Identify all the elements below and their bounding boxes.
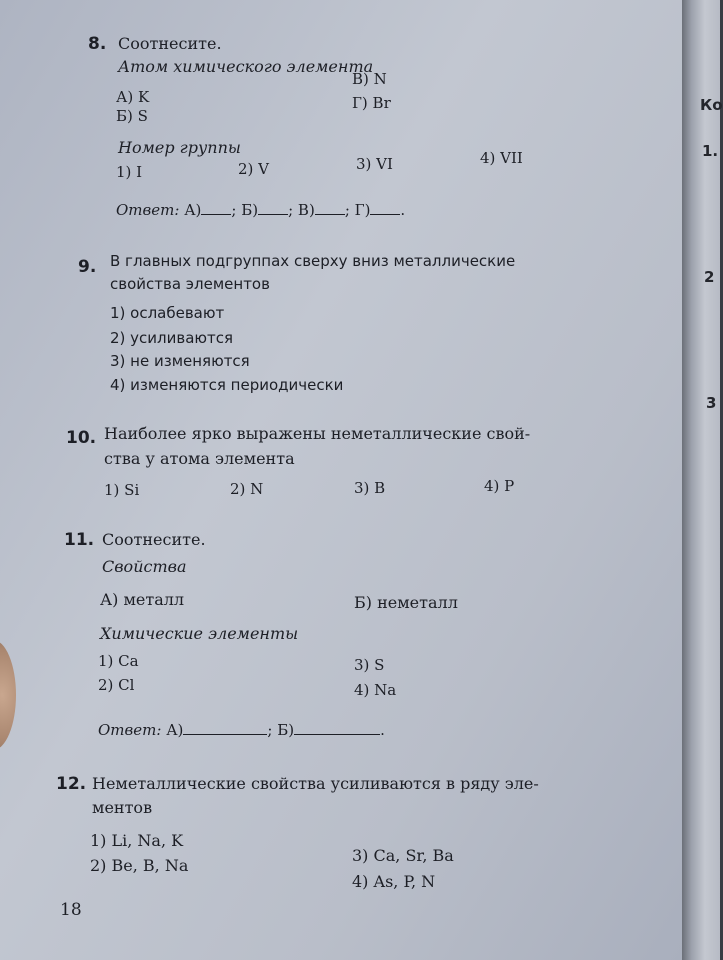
q9-text-line2: свойства элементов (110, 275, 270, 293)
q9-option-4: 4) изменяются периодически (110, 376, 344, 394)
q8-option-a: А) K (116, 88, 150, 106)
q11-number: 11. (64, 530, 95, 550)
page-number: 18 (60, 900, 82, 920)
q11-element-2: 2) Cl (98, 676, 135, 694)
q10-option-2: 2) N (230, 480, 264, 498)
q9-option-3: 3) не изменяются (110, 352, 250, 370)
q11-answer-b: ; Б) (267, 721, 295, 739)
q8-group-3: 3) VI (356, 155, 393, 173)
q8-option-v: В) N (352, 70, 387, 88)
finger-shadow (0, 640, 16, 750)
q8-option-g: Г) Br (352, 94, 391, 112)
q12-option-2: 2) Be, B, Na (90, 856, 189, 875)
q8-option-b: Б) S (116, 107, 148, 125)
q11-answer-line (98, 720, 385, 739)
q9-text-line1: В главных подгруппах сверху вниз металлические (110, 252, 516, 270)
q11-title: Соотнесите. (102, 530, 206, 549)
q8-blank-g[interactable] (370, 200, 400, 215)
q9-option-2: 2) усиливаются (110, 329, 234, 347)
q11-prop-b: Б) неметалл (354, 593, 458, 612)
q8-blank-a[interactable] (201, 200, 231, 215)
q11-blank-a[interactable] (183, 720, 267, 735)
q8-answer-v: ; В) (288, 201, 315, 219)
q8-group-4: 4) VII (480, 149, 523, 167)
next-page-fragment-3: 2 (704, 268, 715, 286)
q11-element-4: 4) Na (354, 681, 397, 699)
q10-option-1: 1) Si (104, 481, 140, 499)
q11-element-1: 1) Ca (98, 652, 139, 670)
q8-number: 8. (88, 34, 107, 54)
q8-answer-line (116, 200, 405, 219)
q8-group-1: 1) I (116, 163, 143, 181)
q8-answer-g: ; Г) (344, 201, 371, 219)
q9-option-1: 1) ослабевают (110, 304, 225, 322)
q8-answer-a: А) (184, 201, 202, 219)
next-page-fragment-1: Ко (700, 96, 723, 114)
q12-number: 12. (56, 774, 87, 794)
q11-answer-end: . (380, 721, 385, 739)
q8-group-2: 2) V (238, 160, 269, 178)
q12-text-line2: ментов (92, 798, 153, 817)
q11-props-header: Свойства (102, 557, 187, 576)
q8-answer-end: . (400, 201, 406, 219)
q8-title: Соотнесите. (118, 34, 222, 53)
q10-option-3: 3) B (354, 479, 386, 497)
q8-blank-v[interactable] (315, 200, 345, 215)
q12-option-4: 4) As, P, N (352, 872, 436, 891)
q11-prop-a: А) металл (100, 590, 185, 609)
q11-answer-label: Ответ: (98, 721, 162, 739)
q11-elements-header: Химические элементы (100, 624, 299, 643)
q11-blank-b[interactable] (294, 720, 380, 735)
q10-text-line1: Наиболее ярко выражены неметаллические свой- (104, 424, 531, 443)
q12-option-3: 3) Ca, Sr, Ba (352, 846, 454, 865)
q8-group-header: Номер группы (118, 138, 241, 157)
q12-text-line1: Неметаллические свойства усиливаются в ряду эле- (92, 774, 539, 793)
next-page-edge (682, 0, 723, 960)
q9-number: 9. (78, 257, 97, 277)
q11-element-3: 3) S (354, 656, 385, 674)
q11-answer-a: А) (166, 721, 184, 739)
q10-option-4: 4) P (484, 477, 515, 495)
next-page-fragment-4: 3 (706, 394, 717, 412)
q8-atom-header: Атом химического элемента (118, 57, 374, 76)
q10-text-line2: ства у атома элемента (104, 449, 295, 468)
q8-blank-b[interactable] (258, 200, 288, 215)
q8-answer-b: ; Б) (231, 201, 259, 219)
q10-number: 10. (66, 428, 97, 448)
q8-answer-label: Ответ: (116, 201, 180, 219)
next-page-fragment-2: 1. (702, 142, 719, 160)
q12-option-1: 1) Li, Na, K (90, 831, 184, 850)
